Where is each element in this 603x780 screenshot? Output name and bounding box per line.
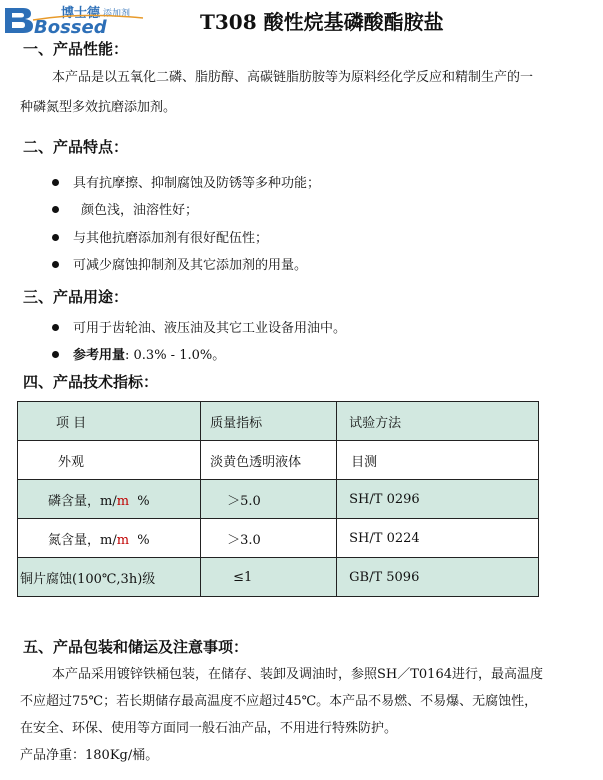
bullet-icon bbox=[52, 234, 59, 241]
spec-table bbox=[17, 401, 539, 597]
header-value: 质量指标 bbox=[201, 402, 337, 441]
cell-item: 外观 bbox=[18, 441, 201, 480]
section-1-heading: 一、产品性能： bbox=[23, 40, 129, 58]
logo-english: Bossed bbox=[34, 17, 107, 36]
header-item: 项 目 bbox=[18, 402, 201, 441]
document-title: T308 酸性烷基磷酸酯胺盐 bbox=[200, 10, 444, 34]
feature-item: 与其他抗磨添加剂有很好配伍性； bbox=[52, 227, 268, 246]
cell-item: 磷含量，m/m % bbox=[18, 480, 201, 519]
cell-item: 氮含量，m/m % bbox=[18, 519, 201, 558]
dosage-label: 参考用量 bbox=[73, 348, 126, 363]
cell-method: SH/T 0296 bbox=[337, 480, 539, 519]
bullet-icon bbox=[52, 206, 59, 213]
bullet-icon bbox=[52, 351, 59, 358]
cell-method: 目测 bbox=[337, 441, 539, 480]
cell-value: ≤1 bbox=[201, 558, 337, 597]
bossed-logo bbox=[3, 2, 153, 36]
table-row bbox=[18, 558, 539, 597]
section-1-line-2: 种磷氮型多效抗磨添加剂。 bbox=[20, 100, 177, 115]
feature-item: 可减少腐蚀抑制剂及其它添加剂的用量。 bbox=[52, 254, 307, 273]
table-row bbox=[18, 519, 539, 558]
dosage-item bbox=[52, 344, 225, 363]
feature-item: 具有抗摩擦、抑制腐蚀及防锈等多种功能； bbox=[52, 172, 320, 191]
table-row bbox=[18, 480, 539, 519]
section-5-line-4: 产品净重：180Kg/桶。 bbox=[20, 748, 159, 763]
section-5-line-3: 在安全、环保、使用等方面同一般石油产品，不用进行特殊防护。 bbox=[20, 721, 398, 736]
header-method: 试验方法 bbox=[337, 402, 539, 441]
logo-chinese: 博士德 bbox=[61, 6, 101, 21]
section-5-heading: 五、产品包装和储运及注意事项： bbox=[23, 638, 249, 656]
table-header-row bbox=[18, 402, 539, 441]
section-3-heading: 三、产品用途： bbox=[23, 288, 129, 306]
section-4-heading: 四、产品技术指标： bbox=[23, 373, 159, 391]
logo-suffix: 添加剂 bbox=[103, 9, 131, 19]
usage-item: 可用于齿轮油、液压油及其它工业设备用油中。 bbox=[52, 317, 346, 336]
cell-item: 铜片腐蚀(100℃,3h)级 bbox=[18, 558, 201, 597]
cell-value: ＞3.0 bbox=[201, 519, 337, 558]
cell-method: GB/T 5096 bbox=[337, 558, 539, 597]
dosage-value: : 0.3% - 1.0%。 bbox=[125, 348, 226, 363]
table-row bbox=[18, 441, 539, 480]
section-2-heading: 二、产品特点： bbox=[23, 138, 129, 156]
cell-value: 淡黄色透明液体 bbox=[201, 441, 337, 480]
section-5-line-1: 本产品采用镀锌铁桶包装，在储存、装卸及调油时，参照SH／T0164进行，最高温度 bbox=[52, 667, 543, 682]
bullet-icon bbox=[52, 324, 59, 331]
cell-value: ＞5.0 bbox=[201, 480, 337, 519]
bullet-icon bbox=[52, 179, 59, 186]
feature-item: 颜色浅，油溶性好； bbox=[52, 199, 198, 218]
section-5-line-2: 不应超过75℃；若长期储存最高温度不应超过45℃。本产品不易燃、不易爆、无腐蚀性， bbox=[20, 694, 538, 709]
section-1-line-1: 本产品是以五氧化二磷、脂肪醇、高碳链脂肪胺等为原料经化学反应和精制生产的一 bbox=[52, 70, 534, 85]
cell-method: SH/T 0224 bbox=[337, 519, 539, 558]
bullet-icon bbox=[52, 261, 59, 268]
